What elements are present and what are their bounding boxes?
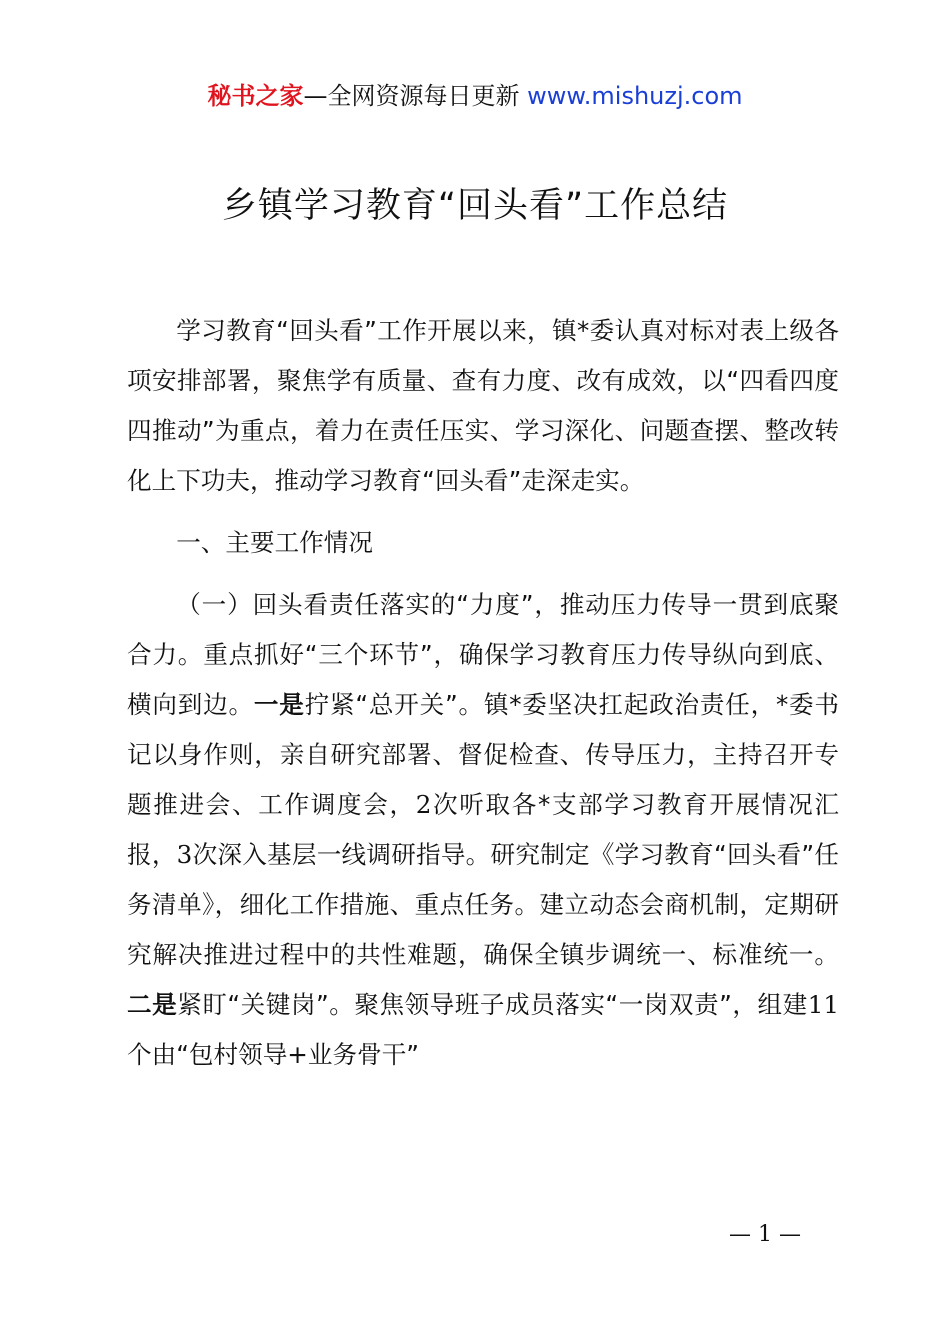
section-heading: 一、主要工作情况 [176, 528, 373, 557]
document-body [127, 306, 839, 1080]
para-text-2: 拧紧“总开关”。镇*委坚决扛起政治责任，*委书记以身作则，亲自研究部署、督促检查、传导压力，主持召开专题推进会、工作调度会， [127, 690, 839, 819]
para-text-5: 紧盯“关键岗”。聚焦领导班子成员落实“一岗双责”，组建 [177, 990, 808, 1019]
para-bold-2: 二是 [127, 990, 178, 1019]
para-text-6: 个由“包村领导+业务骨干” [127, 1040, 420, 1069]
para-text-3: 次听取各*支部学习教育开展情况汇报， [127, 790, 839, 869]
section-paragraph [127, 580, 839, 1080]
site-tagline: —全网资源每日更新 [303, 82, 528, 110]
page-number: — 1 — [729, 1222, 801, 1247]
para-text-1: （一）回头看责任落实的“力度”，推动压力传导一贯到底聚合力。重点抓好“三个环节”，确保学习教育压力传导纵向到底、横向到边。 [127, 590, 839, 719]
site-brand: 秘书之家 [207, 82, 304, 110]
para-bold-1: 一是 [253, 690, 305, 719]
para-number-3: 11 [807, 990, 839, 1019]
site-url[interactable]: www.mishuzj.com [527, 82, 743, 110]
para-number-2: 3 [176, 840, 193, 869]
intro-paragraph: 学习教育“回头看”工作开展以来，镇*委认真对标对表上级各项安排部署，聚焦学有质量、查有力度、改有成效，以“四看四度四推动”为重点，着力在责任压实、学习深化、问题查摆、整改转化上下功夫，推动学习教育“回头看”走深走实。 [127, 316, 839, 495]
para-number-1: 2 [415, 790, 432, 819]
para-text-4: 次深入基层一线调研指导。研究制定《学习教育“回头看”任务清单》，细化工作措施、重点任务。建立动态会商机制，定期研究解决推进过程中的共性难题，确保全镇步调统一、标准统一。 [127, 840, 839, 969]
site-header [0, 80, 950, 112]
document-title: 乡镇学习教育“回头看”工作总结 [221, 186, 729, 226]
